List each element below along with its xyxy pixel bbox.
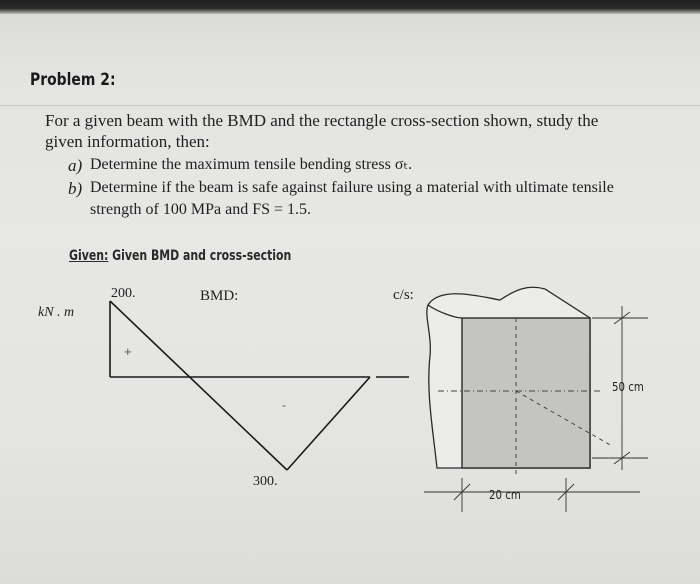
bmd-title: BMD: — [200, 288, 239, 304]
intro-line-2: given information, then: — [45, 132, 210, 151]
bmd-unit-label: kN . m — [38, 305, 75, 320]
cross-section-figure — [424, 287, 648, 512]
given-label: Given: — [69, 248, 109, 264]
bmd-positive-sign: + — [124, 344, 132, 359]
bmd-negative-sign: - — [282, 398, 286, 412]
item-b-line-1: Determine if the beam is safe against failure using a material with ultimate tensile — [90, 179, 614, 196]
cross-section-height-label: 50 cm — [612, 380, 644, 394]
problem-title: Problem 2: — [30, 70, 116, 90]
bmd-diagram — [110, 301, 370, 470]
item-a-text: Determine the maximum tensile bending stress σₜ. — [90, 156, 413, 173]
intro-line-1: For a given beam with the BMD and the rectangle cross-section shown, study the — [45, 111, 599, 130]
bmd-max-negative-label: 300. — [253, 474, 278, 489]
bmd-max-positive-label: 200. — [111, 286, 136, 301]
item-a-marker: a) — [68, 156, 83, 175]
cross-section-width-label: 20 cm — [489, 488, 521, 502]
rectangular-section — [462, 318, 590, 468]
cross-section-title: c/s: — [393, 287, 414, 303]
bmd-moment-line-descending — [110, 301, 287, 470]
item-b-line-2: strength of 100 MPa and FS = 1.5. — [90, 201, 312, 218]
item-b-marker: b) — [68, 179, 83, 198]
given-text: Given BMD and cross-section — [112, 248, 292, 264]
bmd-moment-line-ascending — [287, 377, 370, 470]
